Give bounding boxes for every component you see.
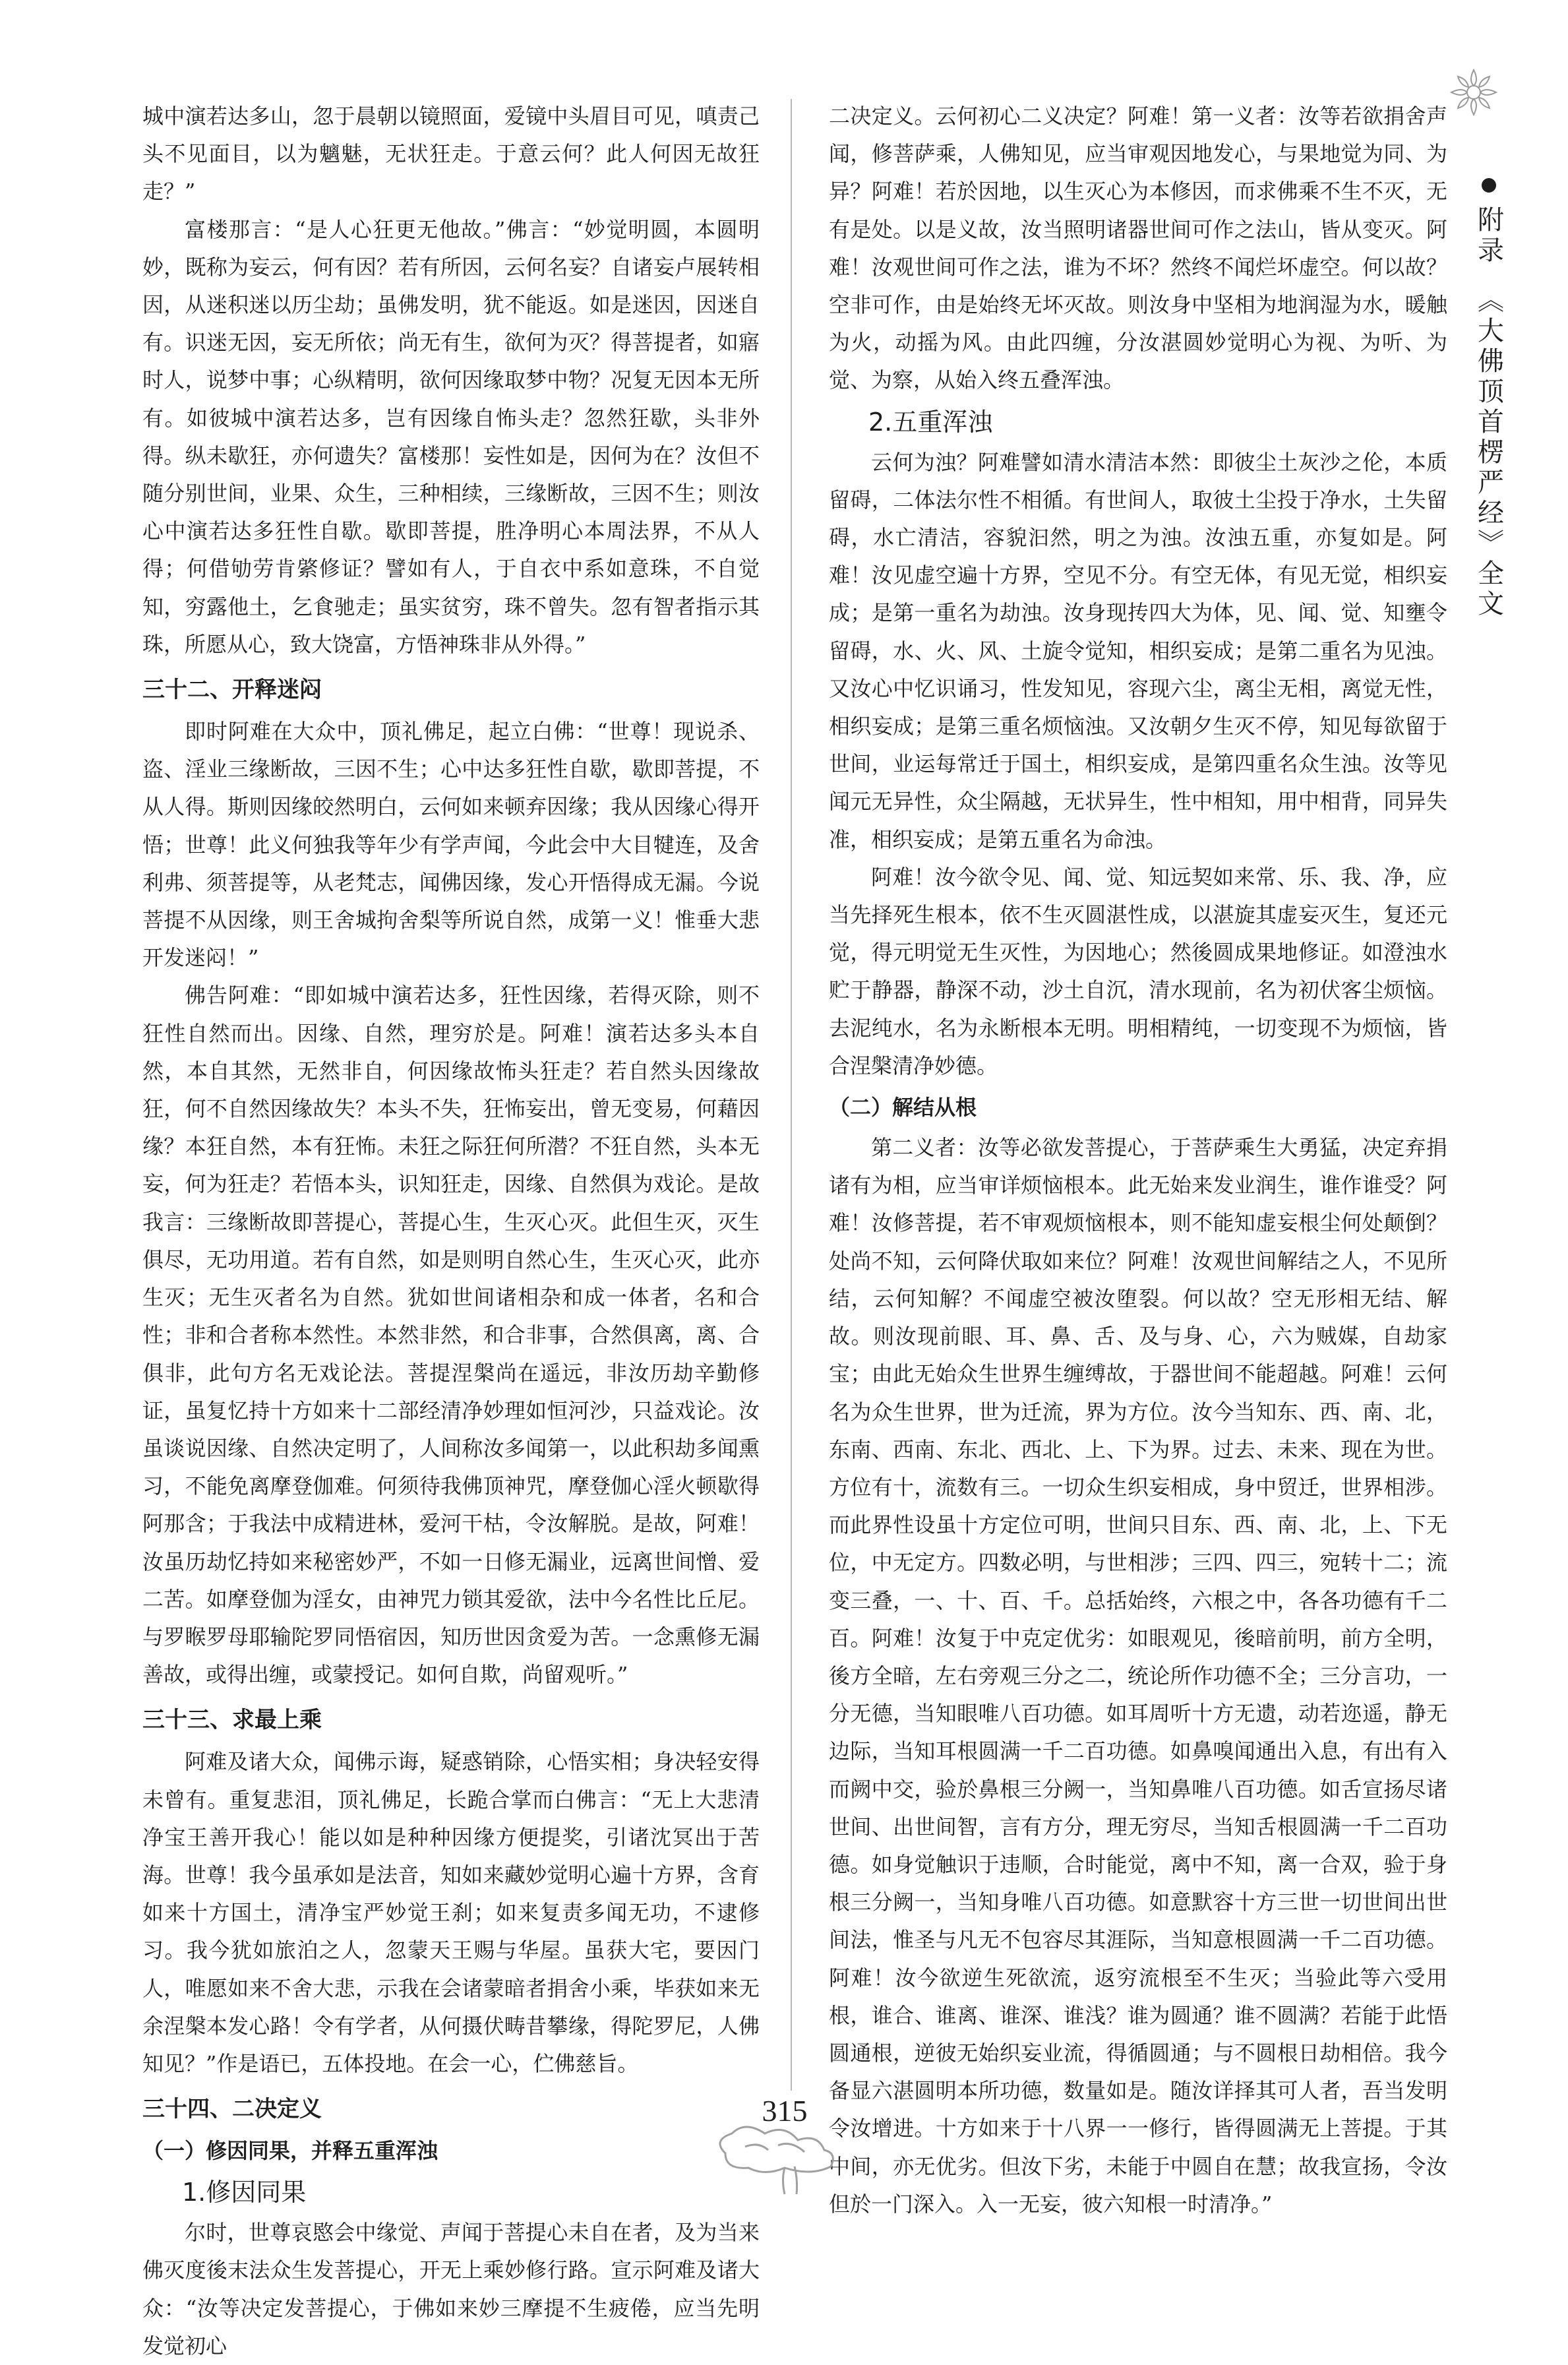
paragraph: 第二义者：汝等必欲发菩提心，于菩萨乘生大勇猛，决定弃捐诸有为相，应当审详烦恼根本。此无始来发业润生，谁作谁受？阿难！汝修菩提，若不审观烦恼根本，则不能知虚妄根尘何处颠倒？处尚不知，云何降伏取如来位？阿难！汝观世间解结之人，不见所结，云何知解？不闻虚空被汝堕裂。何以故？空无形相无结、解故。则汝现前眼、耳、鼻、舌、及与身、心，六为贼媒，自劫家宝；由此无始众生世界生缠缚故，于器世间不能超越。阿难！云何名为众生世界，世为迁流，界为方位。汝今当知东、西、南、北，东南、西南、东北、西北、上、下为界。过去、未来、现在为世。方位有十，流数有三。一切众生织妄相成，身中贸迁，世界相涉。而此界性设虽十方定位可明，世间只目东、西、南、北，上、下无位，中无定方。四数必明，与世相涉；三四、四三，宛转十二；流变三叠，一、十、百、千。总括始终，六根之中，各各功德有千二百。阿难！汝复于中克定优劣：如眼观见，後暗前明，前方全明，後方全暗，左右旁观三分之二，统论所作功德不全；三分言功，一分无德，当知眼唯八百功德。如耳周听十方无遗，动若迩遥，静无边际，当知耳根圆满一千二百功德。如鼻嗅闻通出入息，有出有入而阙中交，验於鼻根三分阙一，当知鼻唯八百功德。如舌宣扬尽诸世间、出世间智，言有方分，理无穷尽，当知舌根圆满一千二百功德。如身觉触识于违顺，合时能觉，离中不知，离一合双，验于身根三分阙一，当知身唯八百功德。如意默容十方三世一切世间出世间法，惟圣与凡无不包容尽其涯际，当知意根圆满一千二百功德。阿难！汝今欲逆生死欲流，返穷流根至不生灭；当验此等六受用根，谁合、谁离、谁深、谁浅？谁为圆通？谁不圆满？若能于此悟圆通根，逆彼无始织妄业流，得循圆通；与不圆根日劫相倍。我今备显六湛圆明本所功德，数量如是。随汝详择其可人者，吾当发明令汝增进。十方如来于十八界一一修行，皆得圆满无上菩提。于其中间，亦无优劣。但汝下劣，未能于中圆自在慧；故我宣扬，令汝但於一门深入。入一无妄，彼六知根一时清净。”	[829, 1135, 1447, 2217]
bullet-icon	[1482, 178, 1496, 193]
paragraph: 阿难！汝今欲令见、闻、觉、知远契如来常、乐、我、净，应当先择死生根本，依不生灭圆湛性成，以湛旋其虚妄灭生，复还元觉，得元明觉无生灭性，为因地心；然後圆成果地修证。如澄浊水贮于静器，静深不动，沙土自沉，清水现前，名为初伏客尘烦恼。去泥纯水，名为永断根本无明。明相精纯，一切变现不为烦恼，皆合涅槃清净妙德。	[829, 864, 1447, 1078]
column-divider	[791, 99, 792, 2091]
sidebar	[1469, 178, 1509, 620]
paragraph: 佛告阿难：“即如城中演若达多，狂性因缘，若得灭除，则不狂性自然而出。因缘、自然，理穷於是。阿难！演若达多头本自然，本自其然，无然非自，何因缘故怖头狂走？若自然头因缘故狂，何不自然因缘故失？本头不失，狂怖妄出，曾无变易，何藉因缘？本狂自然，本有狂怖。未狂之际狂何所潜？不狂自然，头本无妄，何为狂走？若悟本头，识知狂走，因缘、自然俱为戏论。是故我言：三缘断故即菩提心，菩提心生，生灭心灭。此但生灭，灭生俱尽，无功用道。若有自然，如是则明自然心生，生灭心灭，此亦生灭；无生灭者名为自然。犹如世间诸相杂和成一体者，名和合性；非和合者称本然性。本然非然，和合非事，合然俱离，离、合俱非，此句方名无戏论法。菩提涅槃尚在遥远，非汝历劫辛勤修证，虽复忆持十方如来十二部经清净妙理如恒河沙，只益戏论。汝虽谈说因缘、自然决定明了，人间称汝多闻第一，以此积劫多闻熏习，不能免离摩登伽难。何须待我佛顶神咒，摩登伽心淫火顿歇得阿那含；于我法中成精进林，爱河干枯，令汝解脱。是故，阿难！汝虽历劫忆持如来秘密妙严，不如一日修无漏业，远离世间憎、爱二苦。如摩登伽为淫女，由神咒力锁其爱欲，法中今名性比丘尼。与罗睺罗母耶输陀罗同悟宿因，知历世因贪爱为苦。一念熏修无漏善故，或得出缠，或蒙授记。如何自欺，尚留观听。”	[142, 983, 760, 1688]
paragraph: 尔时，世尊哀愍会中缘觉、声闻于菩提心未自在者，及为当来佛灭度後末法众生发菩提心，开无上乘妙修行路。宣示阿难及诸大众：“汝等决定发菩提心，于佛如来妙三摩提不生疲倦，应当先明发觉初心	[142, 2220, 760, 2358]
paragraph: 即时阿难在大众中，顶礼佛足，起立白佛：“世尊！现说杀、盗、淫业三缘断故，三因不生；心中达多狂性自歇，歇即菩提，不从人得。斯则因缘皎然明白，云何如来顿弃因缘；我从因缘心得开悟；世尊！此义何独我等年少有学声闻，今此会中大目犍连，及舍利弗、须菩提等，从老梵志，闻佛因缘，发心开悟得成无漏。今说菩提不从因缘，则王舍城拘舍梨等所说自然，成第一义！惟垂大悲开发迷闷！”	[142, 719, 760, 971]
sidebar-text	[1470, 206, 1508, 620]
right-column	[829, 98, 1447, 2217]
subsubsection-heading: 2.五重浑浊	[868, 407, 993, 437]
subsubsection-heading: 1.修因同果	[182, 2178, 307, 2207]
paragraph: 二决定义。云何初心二义决定？阿难！第一义者：汝等若欲捐舍声闻，修菩萨乘，人佛知见，应当审观因地发心，与果地觉为同、为异？阿难！若於因地，以生灭心为本修因，而求佛乘不生不灭，无有是处。以是义故，汝当照明诸器世间可作之法山，皆从变灭。阿难！汝观世间可作之法，谁为不坏？然终不闻烂坏虚空。何以故？空非可作，由是始终无坏灭故。则汝身中坚相为地润湿为水，暖触为火，动摇为风。由此四缠，分汝湛圆妙觉明心为视、为听、为觉、为察，从始入终五叠浑浊。	[829, 104, 1447, 393]
section-heading: 三十四、二决定义	[142, 2096, 322, 2123]
paragraph: 阿难及诸大众，闻佛示诲，疑惑销除，心悟实相；身决轻安得未曾有。重复悲泪，顶礼佛足，长跪合掌而白佛言：“无上大悲清净宝王善开我心！能以如是种种因缘方便提奖，引诸沈冥出于苦海。世尊！我今虽承如是法音，知如来藏妙觉明心遍十方界，含育如来十方国土，清净宝严妙觉王刹；如来复责多闻无功，不逮修习。我今犹如旅泊之人，忽蒙天王赐与华屋。虽获大宅，要因门人，唯愿如来不舍大悲，示我在会诸蒙暗者捐舍小乘，毕获如来无余涅槃本发心路！令有学者，从何摄伏畴昔攀缘，得陀罗尼，人佛知见？”作是语已，五体投地。在会一心，伫佛慈旨。	[142, 1749, 760, 2076]
page-number: 315	[762, 2094, 808, 2128]
lotus-ornament	[1447, 66, 1500, 119]
paragraph: 云何为浊？阿难譬如清水清洁本然：即彼尘土灰沙之伦，本质留碍，二体法尔性不相循。有世间人，取彼土尘投于净水，土失留碍，水亡清洁，容貌汩然，明之为浊。汝浊五重，亦复如是。阿难！汝见虚空遍十方界，空见不分。有空无体，有见无觉，相织妄成；是第一重名为劫浊。汝身现抟四大为体，见、闻、觉、知壅令留碍，水、火、风、土旋令觉知，相织妄成；是第二重名为见浊。又汝心中忆识诵习，性发知见，容现六尘，离尘无相，离觉无性，相织妄成；是第三重名烦恼浊。又汝朝夕生灭不停，知见每欲留于世间，业运每常迁于国土，相织妄成，是第四重名众生浊。汝等见闻元无异性，众尘隔越，无状异生，性中相知，用中相背，同异失准，相织妄成；是第五重名为命浊。	[829, 449, 1447, 852]
paragraph: 城中演若达多山，忽于晨朝以镜照面，爱镜中头眉目可见，嗔责己头不见面目，以为魑魅，无状狂走。于意云何？此人何因无故狂走？”	[142, 104, 760, 204]
section-heading: 三十二、开释迷闷	[142, 677, 322, 704]
left-column	[142, 98, 760, 2358]
paragraph: 富楼那言：“是人心狂更无他故。”佛言：“妙觉明圆，本圆明妙，既称为妄云，何有因？若有所因，云何名妄？自诸妄卢展转相因，从迷积迷以历尘劫；虽佛发明，犹不能返。如是迷因，因迷自有。识迷无因，妄无所依；尚无有生，欲何为灭？得菩提者，如寤时人，说梦中事；心纵精明，欲何因缘取梦中物？况复无因本无所有。如彼城中演若达多，岂有因缘自怖头走？忽然狂歇，头非外得。纵未歇狂，亦何遗失？富楼那！妄性如是，因何为在？汝但不随分别世间，业果、众生，三种相续，三缘断故，三因不生；则汝心中演若达多狂性自歇。歇即菩提，胜净明心本周法界，不从人得；何借劬劳肯綮修证？譬如有人，于自衣中系如意珠，不自觉知，穷露他土，乞食驰走；虽实贫穷，珠不曾失。忽有智者指示其珠，所愿从心，致大饶富，方悟神珠非从外得。”	[142, 216, 760, 657]
subsection-heading: （二）解结从根	[829, 1095, 977, 1121]
section-heading: 三十三、求最上乘	[142, 1707, 322, 1734]
subsection-heading: （一）修因同果，并释五重浑浊	[142, 2138, 438, 2164]
book-title: 《大佛顶首楞严经》全文	[1473, 286, 1504, 620]
cloud-ornament	[686, 2114, 884, 2194]
appendix-label: 附录	[1473, 206, 1504, 266]
